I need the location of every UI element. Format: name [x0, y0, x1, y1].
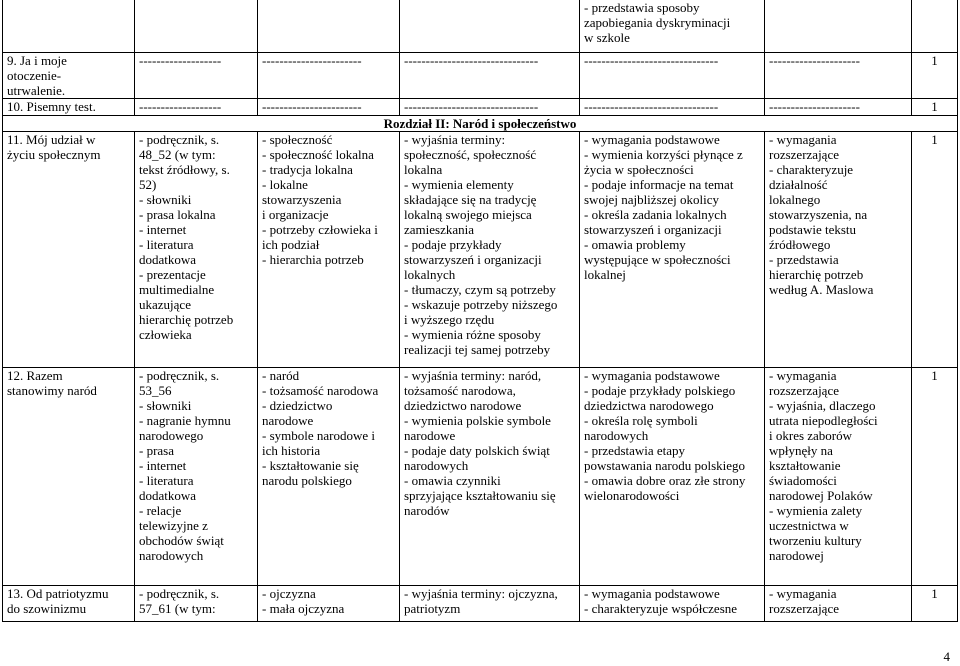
hours-cell: 1: [912, 367, 958, 585]
content-cell: - społeczność - społeczność lokalna - tradycja lokalna - lokalne stowarzyszenia i organizacje - potrzeby człowieka i ich podział - hierarchia potrzeb: [258, 131, 400, 367]
topic-cell: 12. Razem stanowimy naród: [3, 367, 135, 585]
resources-cell: - podręcznik, s. 57_61 (w tym:: [135, 585, 258, 621]
dash-cell: -------------------------------: [580, 52, 765, 98]
basic-requirements-cell: - przedstawia sposoby zapobiegania dyskryminacji w szkole: [580, 0, 765, 52]
basic-requirements-cell: - wymagania podstawowe - wymienia korzyści płynące z życia w społeczności - podaje informacje na temat swojej najbliższej okolicy - określa zadania lokalnych stowarzyszeń i organizacji - omawia problemy występujące w społeczności lokalnej: [580, 131, 765, 367]
topic-cell: 10. Pisemny test.: [3, 98, 135, 115]
table-row: [3, 98, 958, 115]
dash-cell: ---------------------: [765, 98, 912, 115]
basic-requirements-cell: - wymagania podstawowe - charakteryzuje współczesne: [580, 585, 765, 621]
dash-cell: -------------------------------: [400, 98, 580, 115]
content-cell: - naród - tożsamość narodowa - dziedzictwo narodowe - symbole narodowe i ich historia - kształtowanie się narodu polskiego: [258, 367, 400, 585]
section-header: Rozdział II: Naród i społeczeństwo: [3, 115, 958, 131]
dash-cell: ---------------------: [765, 52, 912, 98]
topic-cell: 11. Mój udział w życiu społecznym: [3, 131, 135, 367]
hours-cell: 1: [912, 585, 958, 621]
page-number: 4: [943, 649, 950, 664]
content-cell: - ojczyzna - mała ojczyzna: [258, 585, 400, 621]
extended-requirements-cell: - wymagania rozszerzające - wyjaśnia, dlaczego utrata niepodległości i okres zaborów wpłynęły na kształtowanie świadomości narodowej Polaków - wymienia zalety uczestnictwa w tworzeniu kultury narodowej: [765, 367, 912, 585]
skills-cell: - wyjaśnia terminy: naród, tożsamość narodowa, dziedzictwo narodowe - wymienia polskie symbole narodowe - podaje daty polskich świąt narodowych - omawia czynniki sprzyjające kształtowaniu się narodów: [400, 367, 580, 585]
extended-requirements-cell: - wymagania rozszerzające: [765, 585, 912, 621]
table-row: [3, 52, 958, 98]
dash-cell: -----------------------: [258, 52, 400, 98]
basic-requirements-cell: - wymagania podstawowe - podaje przykłady polskiego dziedzictwa narodowego - określa rolę symboli narodowych - przedstawia etapy powstawania narodu polskiego - omawia dobre oraz złe strony wielonarodowości: [580, 367, 765, 585]
topic-cell: 13. Od patriotyzmu do szowinizmu: [3, 585, 135, 621]
extended-requirements-cell: - wymagania rozszerzające - charakteryzuje działalność lokalnego stowarzyszenia, na podstawie tekstu źródłowego - przedstawia hierarchię potrzeb według A. Maslowa: [765, 131, 912, 367]
table-row: [3, 585, 958, 621]
dash-cell: -------------------------------: [400, 52, 580, 98]
curriculum-table: [2, 0, 958, 622]
table-row: [3, 131, 958, 367]
topic-cell: 9. Ja i moje otoczenie- utrwalenie.: [3, 52, 135, 98]
hours-cell: 1: [912, 52, 958, 98]
table-row: [3, 0, 958, 52]
dash-cell: -------------------: [135, 52, 258, 98]
skills-cell: - wyjaśnia terminy: ojczyzna, patriotyzm: [400, 585, 580, 621]
skills-cell: - wyjaśnia terminy: społeczność, społeczność lokalna - wymienia elementy składające się na tradycję lokalną swojego miejsca zamieszkania - podaje przykłady stowarzyszeń i organizacji lokalnych - tłumaczy, czym są potrzeby - wskazuje potrzeby niższego i wyższego rzędu - wymienia różne sposoby realizacji tej samej potrzeby: [400, 131, 580, 367]
hours-cell: 1: [912, 98, 958, 115]
resources-cell: - podręcznik, s. 53_56 - słowniki - nagranie hymnu narodowego - prasa - internet - literatura dodatkowa - relacje telewizyjne z obchodów świąt narodowych: [135, 367, 258, 585]
table-row: [3, 367, 958, 585]
dash-cell: -------------------------------: [580, 98, 765, 115]
dash-cell: -----------------------: [258, 98, 400, 115]
dash-cell: -------------------: [135, 98, 258, 115]
hours-cell: 1: [912, 131, 958, 367]
section-header-row: [3, 115, 958, 131]
resources-cell: - podręcznik, s. 48_52 (w tym: tekst źródłowy, s. 52) - słowniki - prasa lokalna - internet - literatura dodatkowa - prezentacje multimedialne ukazujące hierarchię potrzeb człowieka: [135, 131, 258, 367]
